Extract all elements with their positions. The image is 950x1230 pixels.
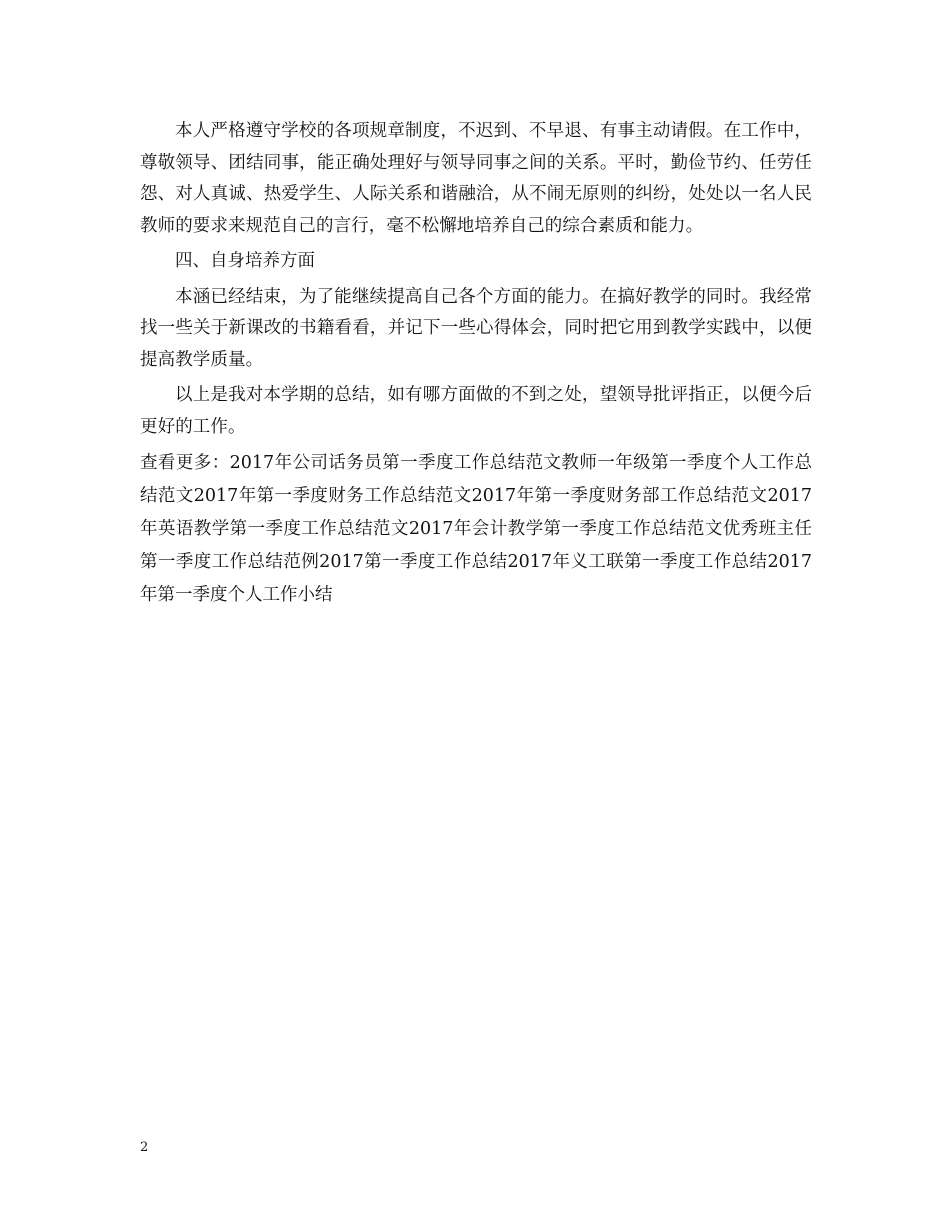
section-heading-self-development: 四、自身培养方面 <box>175 251 315 271</box>
paragraph-conclusion: 以上是我对本学期的总结，如有哪方面做的不到之处，望领导批评指正，以便今后更好的工作。 <box>140 385 812 437</box>
document-body <box>140 116 812 612</box>
page-number: 2 <box>140 1140 149 1155</box>
see-more-links: 查看更多：2017年公司话务员第一季度工作总结范文教师一年级第一季度个人工作总结范文2017年第一季度财务工作总结范文2017年第一季度财务部工作总结范文2017年英语教学第一季度工作总结范文2017年会计教学第一季度工作总结范文优秀班主任第一季度工作总结范例2017第一季度工作总结2017年义工联第一季度工作总结2017年第一季度个人工作小结 <box>140 453 812 605</box>
paragraph-self-development: 本涵已经结束，为了能继续提高自己各个方面的能力。在搞好教学的同时。我经常找一些关于新课改的书籍看看，并记下一些心得体会，同时把它用到教学实践中，以便提高教学质量。 <box>140 286 812 370</box>
paragraph-conduct: 本人严格遵守学校的各项规章制度，不迟到、不早退、有事主动请假。在工作中，尊敬领导、团结同事，能正确处理好与领导同事之间的关系。平时，勤俭节约、任劳任怨、对人真诚、热爱学生、人际关系和谐融洽，从不闹无原则的纠纷，处处以一名人民教师的要求来规范自己的言行，毫不松懈地培养自己的综合素质和能力。 <box>140 121 812 236</box>
